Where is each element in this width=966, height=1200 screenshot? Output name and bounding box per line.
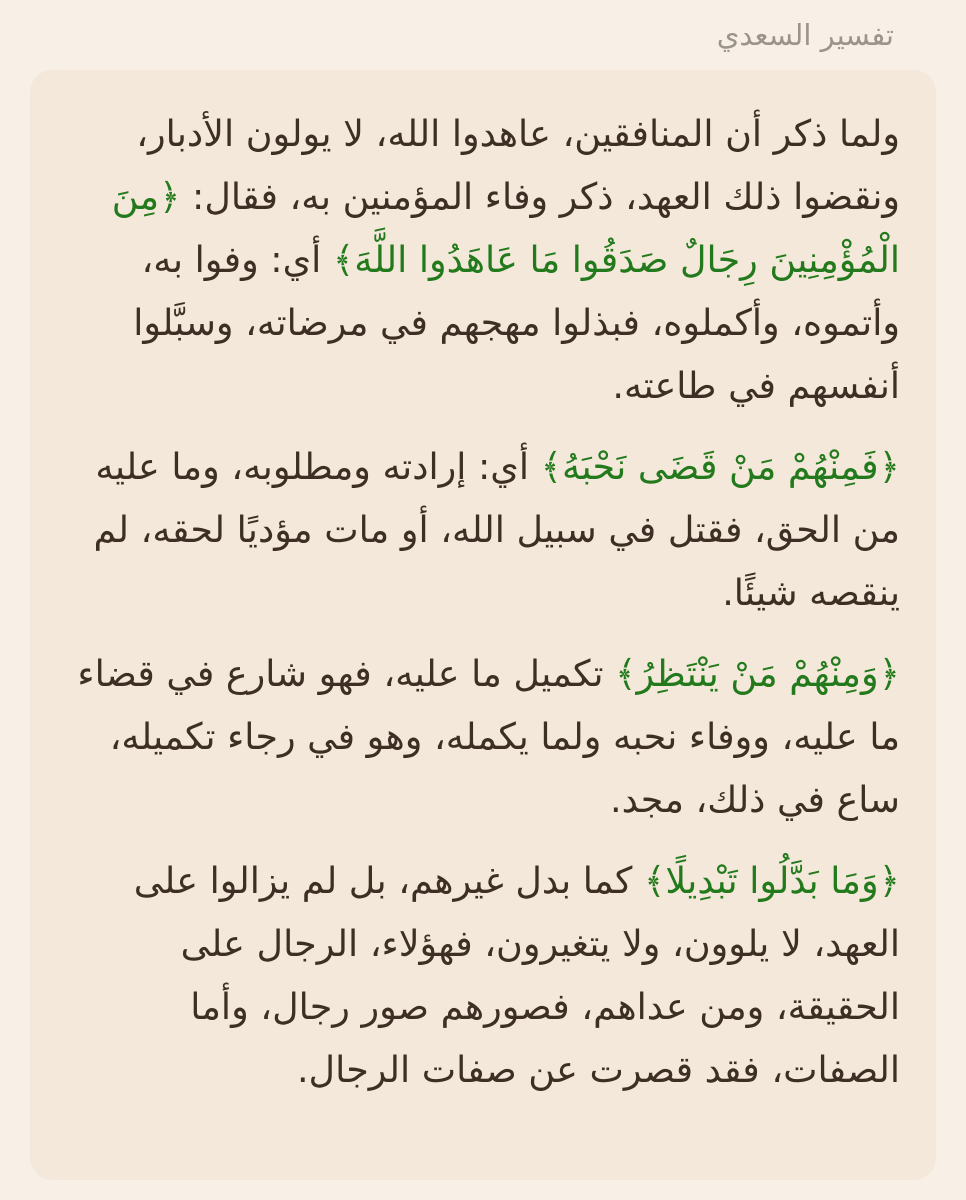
tafsir-paragraph-2 [66, 435, 900, 624]
commentary-text: أي: إرادته ومطلوبه، وما عليه من الحق، فقتل في سبيل الله، أو مات مؤديًا لحقه، لم ينقصه شيئًا. [93, 445, 900, 614]
commentary-text: كما بدل غيرهم، بل لم يزالوا على العهد، لا يلوون، ولا يتغيرون، فهؤلاء، الرجال على الحقيقة، ومن عداهم، فصورهم صور رجال، وأما الصفات، فقد قصرت عن صفات الرجال. [133, 859, 900, 1091]
quran-verse: ﴿مِنَ الْمُؤْمِنِينَ رِجَالٌ صَدَقُوا مَا عَاهَدُوا اللَّهَ﴾ [111, 175, 900, 281]
quran-verse: ﴿وَمَا بَدَّلُوا تَبْدِيلًا﴾ [644, 859, 900, 902]
tafsir-paragraph-1 [66, 102, 900, 417]
commentary-text: ولما ذكر أن المنافقين، عاهدوا الله، لا يولون الأدبار، ونقضوا ذلك العهد، ذكر وفاء المؤمنين به، فقال: [136, 112, 900, 218]
tafsir-paragraph-3 [66, 642, 900, 831]
tafsir-card [30, 70, 936, 1180]
tafsir-paragraph-4 [66, 849, 900, 1101]
source-title: تفسير السعدي [716, 18, 894, 52]
quran-verse: ﴿فَمِنْهُمْ مَنْ قَضَى نَحْبَهُ﴾ [540, 445, 900, 488]
commentary-text: تكميل ما عليه، فهو شارع في قضاء ما عليه، ووفاء نحبه ولما يكمله، وهو في رجاء تكميله، ساع في ذلك، مجد. [77, 652, 900, 821]
commentary-text: أي: وفوا به، وأتموه، وأكملوه، فبذلوا مهجهم في مرضاته، وسبَّلوا أنفسهم في طاعته. [133, 238, 900, 407]
quran-verse: ﴿وَمِنْهُمْ مَنْ يَنْتَظِرُ﴾ [615, 652, 900, 695]
